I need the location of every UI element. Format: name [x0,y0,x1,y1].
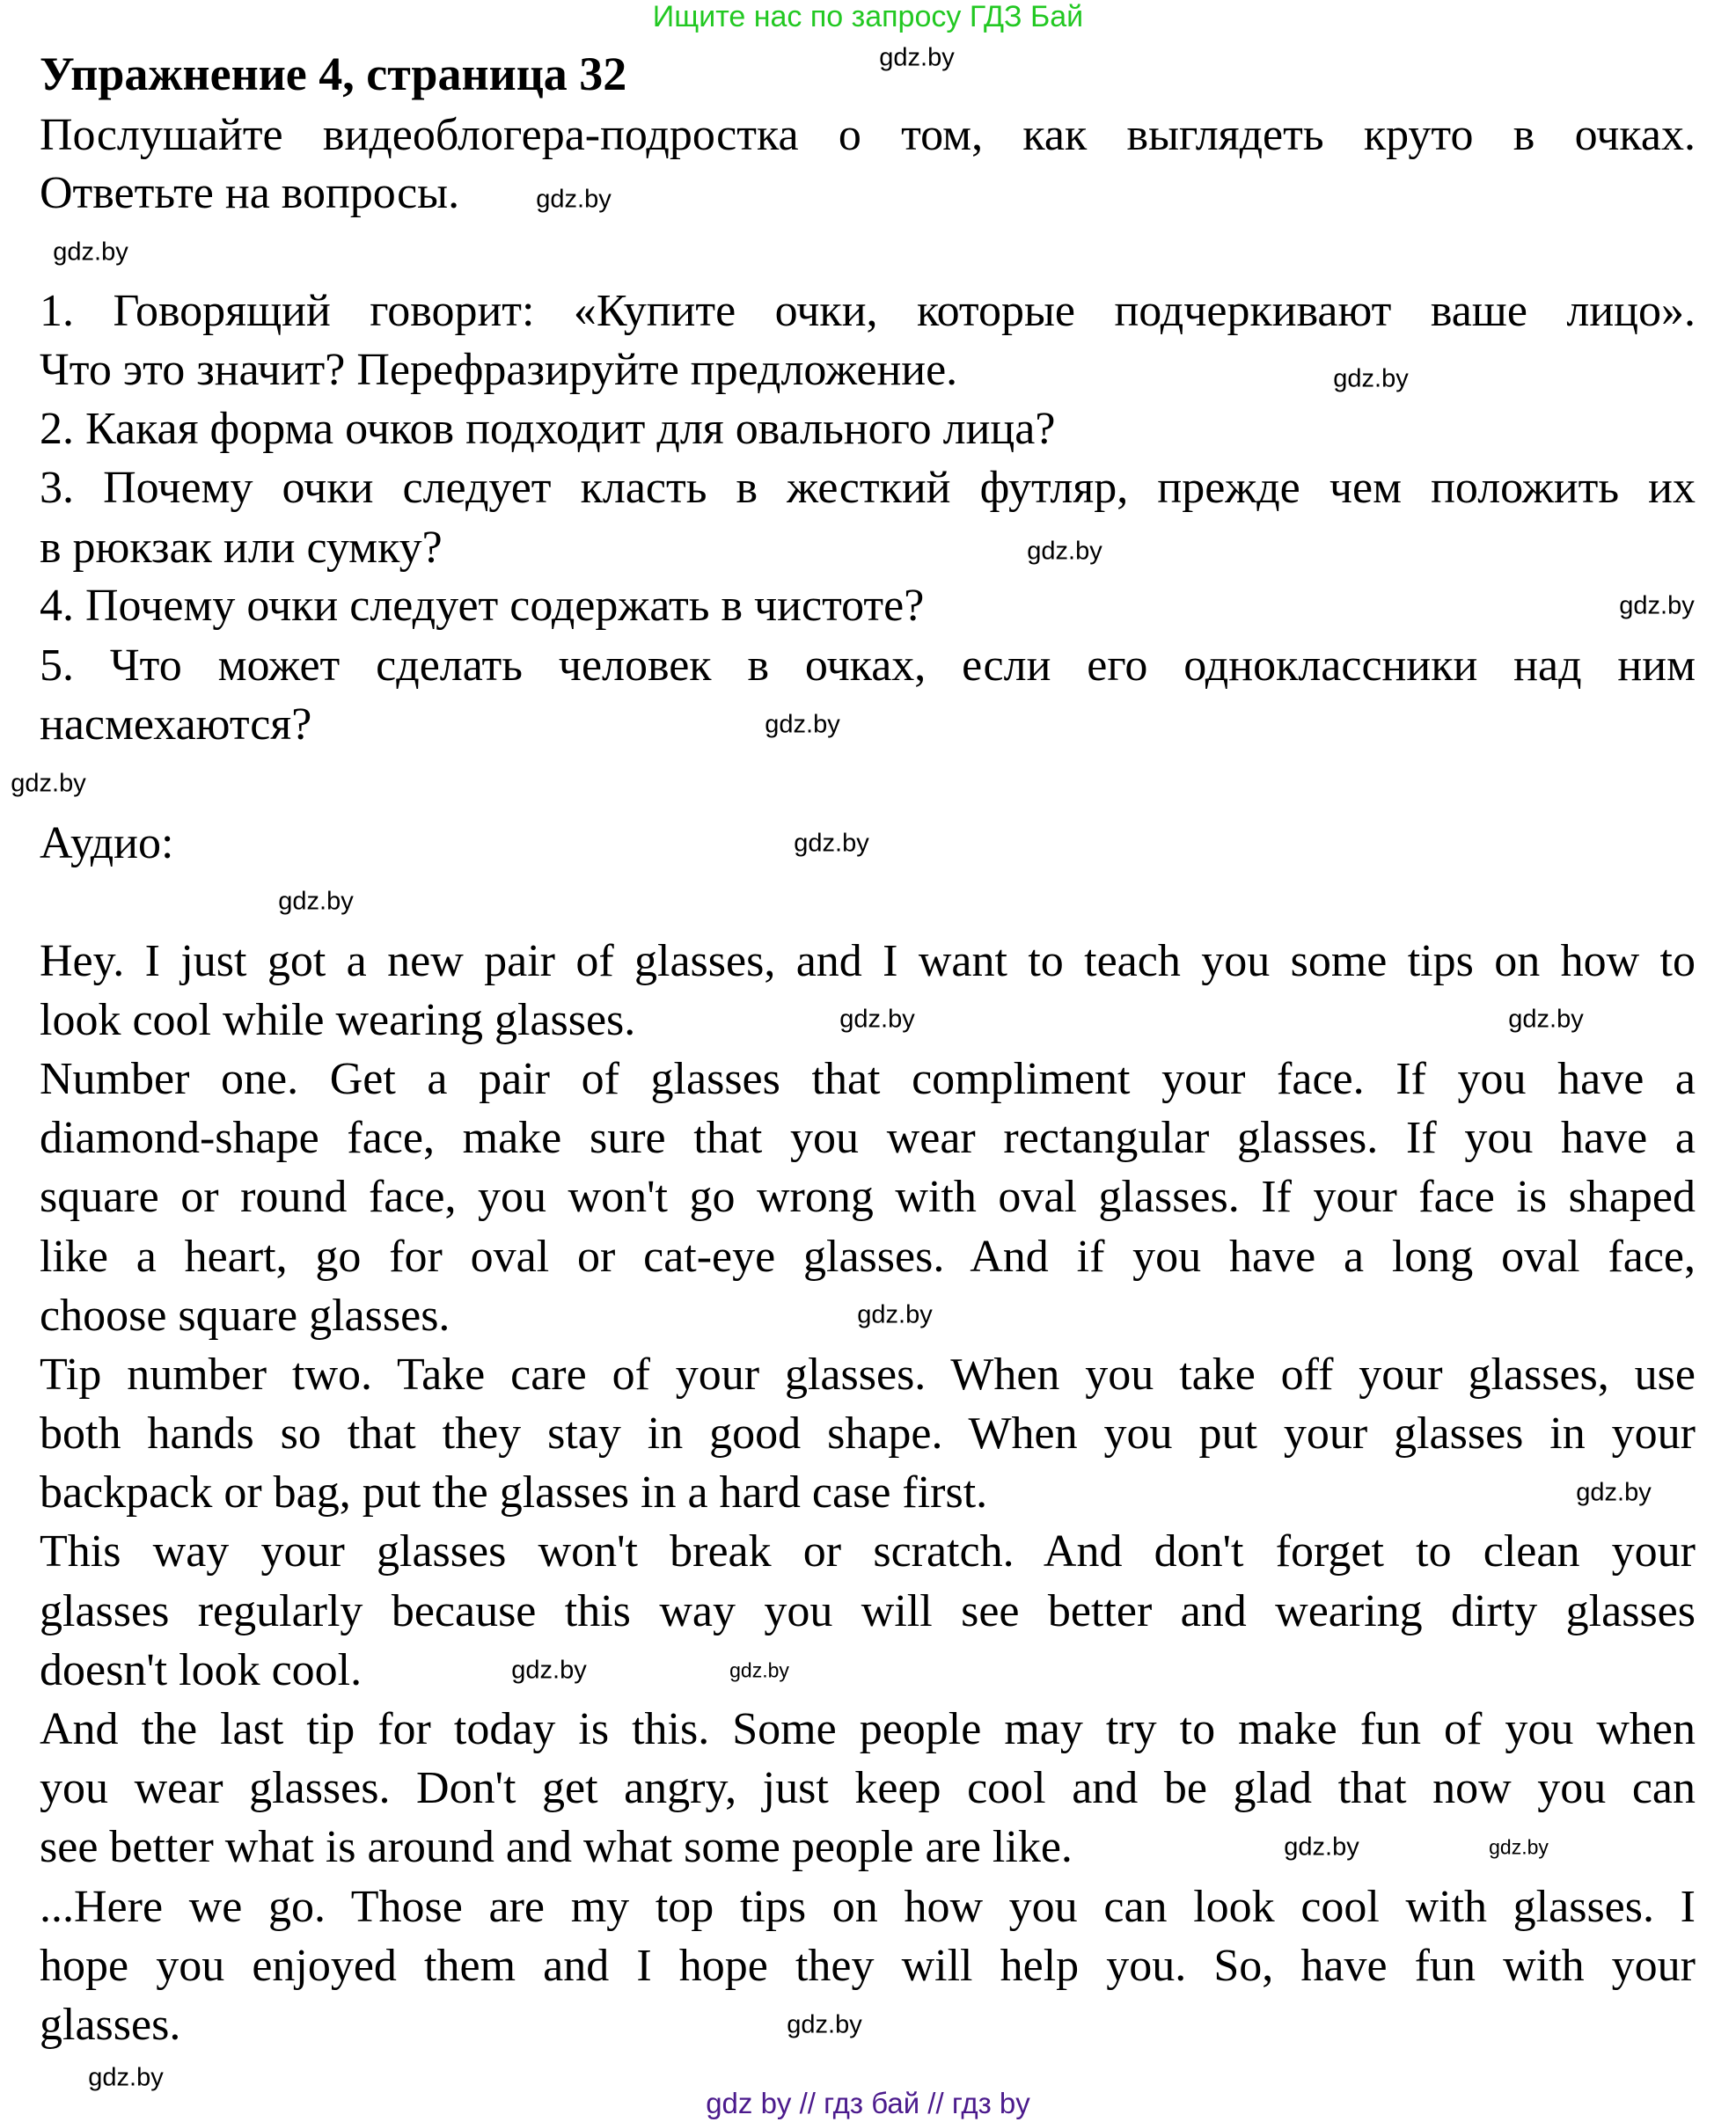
search-hint-banner: Ищите нас по запросу ГДЗ Бай [652,0,1084,33]
watermark: gdz.by [536,185,612,214]
question-line: 2. Какая форма очков подходит для овального лица? [40,404,1056,454]
transcript-line: Tip number two. Take care of your glasses. When you take off your glasses, use [40,1350,1696,1400]
exercise-title: Упражнение 4, страница 32 [40,48,627,100]
watermark: gdz.by [794,829,869,858]
watermark: gdz.by [11,769,86,798]
transcript-line: like a heart, go for oval or cat-eye glasses. And if you have a long oval face, [40,1232,1696,1282]
transcript-line: see better what is around and what some people are like. [40,1822,1073,1872]
transcript-line: Number one. Get a pair of glasses that compliment your face. If you have a [40,1054,1696,1104]
watermark: gdz.by [1333,364,1409,393]
audio-label: Аудио: [40,818,174,868]
watermark: gdz.by [1508,1005,1584,1034]
transcript-line: ...Here we go. Those are my top tips on how you can look cool with glasses. I [40,1882,1696,1932]
question-line: в рюкзак или сумку? [40,523,443,573]
watermark: gdz.by [1284,1833,1359,1862]
transcript-line: you wear glasses. Don't get angry, just keep cool and be glad that now you can [40,1763,1696,1813]
question-line: 4. Почему очки следует содержать в чистоте? [40,581,925,631]
question-line: насмехаются? [40,699,312,750]
watermark: gdz.by [53,238,128,267]
transcript-line: choose square glasses. [40,1291,450,1341]
transcript-line: look cool while wearing glasses. [40,995,636,1045]
transcript-line: backpack or bag, put the glasses in a hard case first. [40,1467,988,1518]
instruction-line: Послушайте видеоблогера-подростка о том, как выглядеть круто в очках. [40,110,1696,160]
transcript-line: glasses. [40,2000,181,2050]
watermark: gdz.by [278,887,354,916]
watermark: gdz.by [729,1658,789,1682]
transcript-line: Hey. I just got a new pair of glasses, and I want to teach you some tips on how to [40,936,1696,986]
transcript-line: square or round face, you won't go wrong with oval glasses. If your face is shaped [40,1172,1696,1222]
watermark: gdz.by [1489,1835,1549,1859]
watermark: gdz.by [787,2010,862,2039]
watermark: gdz.by [857,1300,933,1329]
watermark: gdz.by [839,1005,915,1034]
watermark: gdz.by [1576,1478,1652,1507]
question-line: 1. Говорящий говорит: «Купите очки, которые подчеркивают ваше лицо». [40,286,1696,336]
watermark: gdz.by [879,43,955,72]
transcript-line: glasses regularly because this way you will see better and wearing dirty glasses [40,1586,1696,1636]
transcript-line: This way your glasses won't break or scratch. And don't forget to clean your [40,1526,1696,1577]
question-line: 3. Почему очки следует класть в жесткий футляр, прежде чем положить их [40,463,1696,513]
transcript-line: diamond-shape face, make sure that you wear rectangular glasses. If you have a [40,1113,1696,1163]
transcript-line: both hands so that they stay in good shape. When you put your glasses in your [40,1409,1696,1459]
question-line: 5. Что может сделать человек в очках, если его одноклассники над ним [40,640,1696,691]
watermark: gdz.by [765,710,840,739]
watermark: gdz.by [1027,537,1102,566]
instruction-line: Ответьте на вопросы. [40,168,460,218]
watermark: gdz.by [88,2063,164,2092]
transcript-line: And the last tip for today is this. Some people may try to make fun of you when [40,1704,1696,1754]
transcript-line: hope you enjoyed them and I hope they will help you. So, have fun with your [40,1941,1696,1991]
question-line: Что это значит? Перефразируйте предложение. [40,345,958,395]
footer-links[interactable]: gdz by // гдз бай // гдз by [706,2087,1030,2119]
transcript-line: doesn't look cool. [40,1645,363,1695]
watermark: gdz.by [511,1656,587,1685]
watermark: gdz.by [1619,591,1695,620]
